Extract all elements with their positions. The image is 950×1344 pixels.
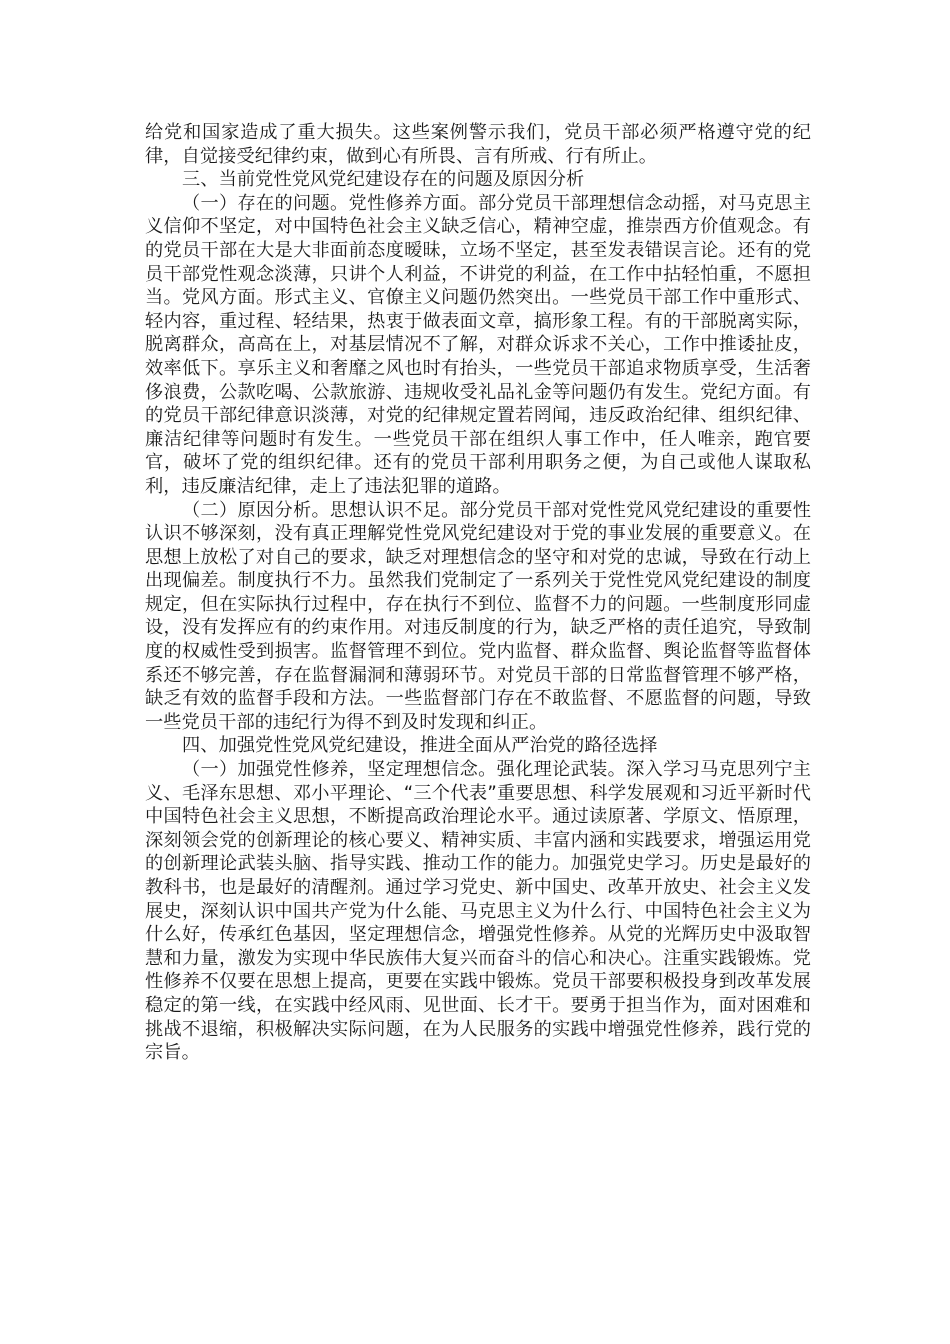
section-heading-four: 四、加强党性党风党纪建设，推进全面从严治党的路径选择: [182, 735, 658, 757]
paragraph-existing-problems: （一）存在的问题。党性修养方面。部分党员干部理想信念动摇，对马克思主义信仰不坚定，对中国特色社会主义缺乏信心，精神空虚，推崇西方价值观念。有的党员干部在大是大非面前态度暧昧，立场不坚定，甚至发表错误言论。还有的党员干部党性观念淡薄，只讲个人利益，不讲党的利益，在工作中拈轻怕重，不愿担当。党风方面。形式主义、官僚主义问题仍然突出。一些党员干部工作中重形式、轻内容，重过程、轻结果，热衷于做表面文章，搞形象工程。有的干部脱离实际，脱离群众，高高在上，对基层情况不了解，对群众诉求不关心，工作中推诿扯皮，效率低下。享乐主义和奢靡之风也时有抬头，一些党员干部追求物质享受，生活奢侈浪费，公款吃喝、公款旅游、违规收受礼品礼金等问题仍有发生。党纪方面。有的党员干部纪律意识淡薄，对党的纪律规定置若罔闻，违反政治纪律、组织纪律、廉洁纪律等问题时有发生。一些党员干部在组织人事工作中，任人唯亲，跑官要官，破坏了党的组织纪律。还有的党员干部利用职务之便，为自己或他人谋取私利，违反廉洁纪律，走上了违法犯罪的道路。: [145, 192, 811, 497]
paragraph-cause-analysis: （二）原因分析。思想认识不足。部分党员干部对党性党风党纪建设的重要性认识不够深刻，没有真正理解党性党风党纪建设对于党的事业发展的重要意义。在思想上放松了对自己的要求，缺乏对理想信念的坚守和对党的忠诚，导致在行动上出现偏差。制度执行不力。虽然我们党制定了一系列关于党性党风党纪建设的制度规定，但在实际执行过程中，存在执行不到位、监督不力的问题。一些制度形同虚设，没有发挥应有的约束作用。对违反制度的行为，缺乏严格的责任追究，导致制度的权威性受到损害。监督管理不到位。党内监督、群众监督、舆论监督等监督体系还不够完善，存在监督漏洞和薄弱环节。对党员干部的日常监督管理不够严格，缺乏有效的监督手段和方法。一些监督部门存在不敢监督、不愿监督的问题，导致一些党员干部的违纪行为得不到及时发现和纠正。: [145, 499, 811, 733]
paragraph-party-cultivation: （一）加强党性修养，坚定理想信念。强化理论武装。深入学习马克思列宁主义、毛泽东思想、邓小平理论、“三个代表”重要思想、科学发展观和习近平新时代中国特色社会主义思想，不断提高政治理论水平。通过读原著、学原文、悟原理，深刻领会党的创新理论的核心要义、精神实质、丰富内涵和实践要求，增强运用党的创新理论武装头脑、指导实践、推动工作的能力。加强党史学习。历史是最好的教科书，也是最好的清醒剂。通过学习党史、新中国史、改革开放史、社会主义发展史，深刻认识中国共产党为什么能、马克思主义为什么行、中国特色社会主义为什么好，传承红色基因，坚定理想信念，增强党性修养。从党的光辉历史中汲取智慧和力量，激发为实现中华民族伟大复兴而奋斗的信心和决心。注重实践锻炼。党性修养不仅要在思想上提高，更要在实践中锻炼。党员干部要积极投身到改革发展稳定的第一线，在实践中经风雨、见世面、长才干。要勇于担当作为，面对困难和挑战不退缩，积极解决实际问题，在为人民服务的实践中增强党性修养，践行党的宗旨。: [145, 759, 811, 1064]
document-body: [145, 121, 811, 1065]
section-heading-three: 三、当前党性党风党纪建设存在的问题及原因分析: [182, 169, 585, 191]
paragraph-continuation: 给党和国家造成了重大损失。这些案例警示我们，党员干部必须严格遵守党的纪律，自觉接受纪律约束，做到心有所畏、言有所戒、行有所止。: [145, 122, 811, 167]
